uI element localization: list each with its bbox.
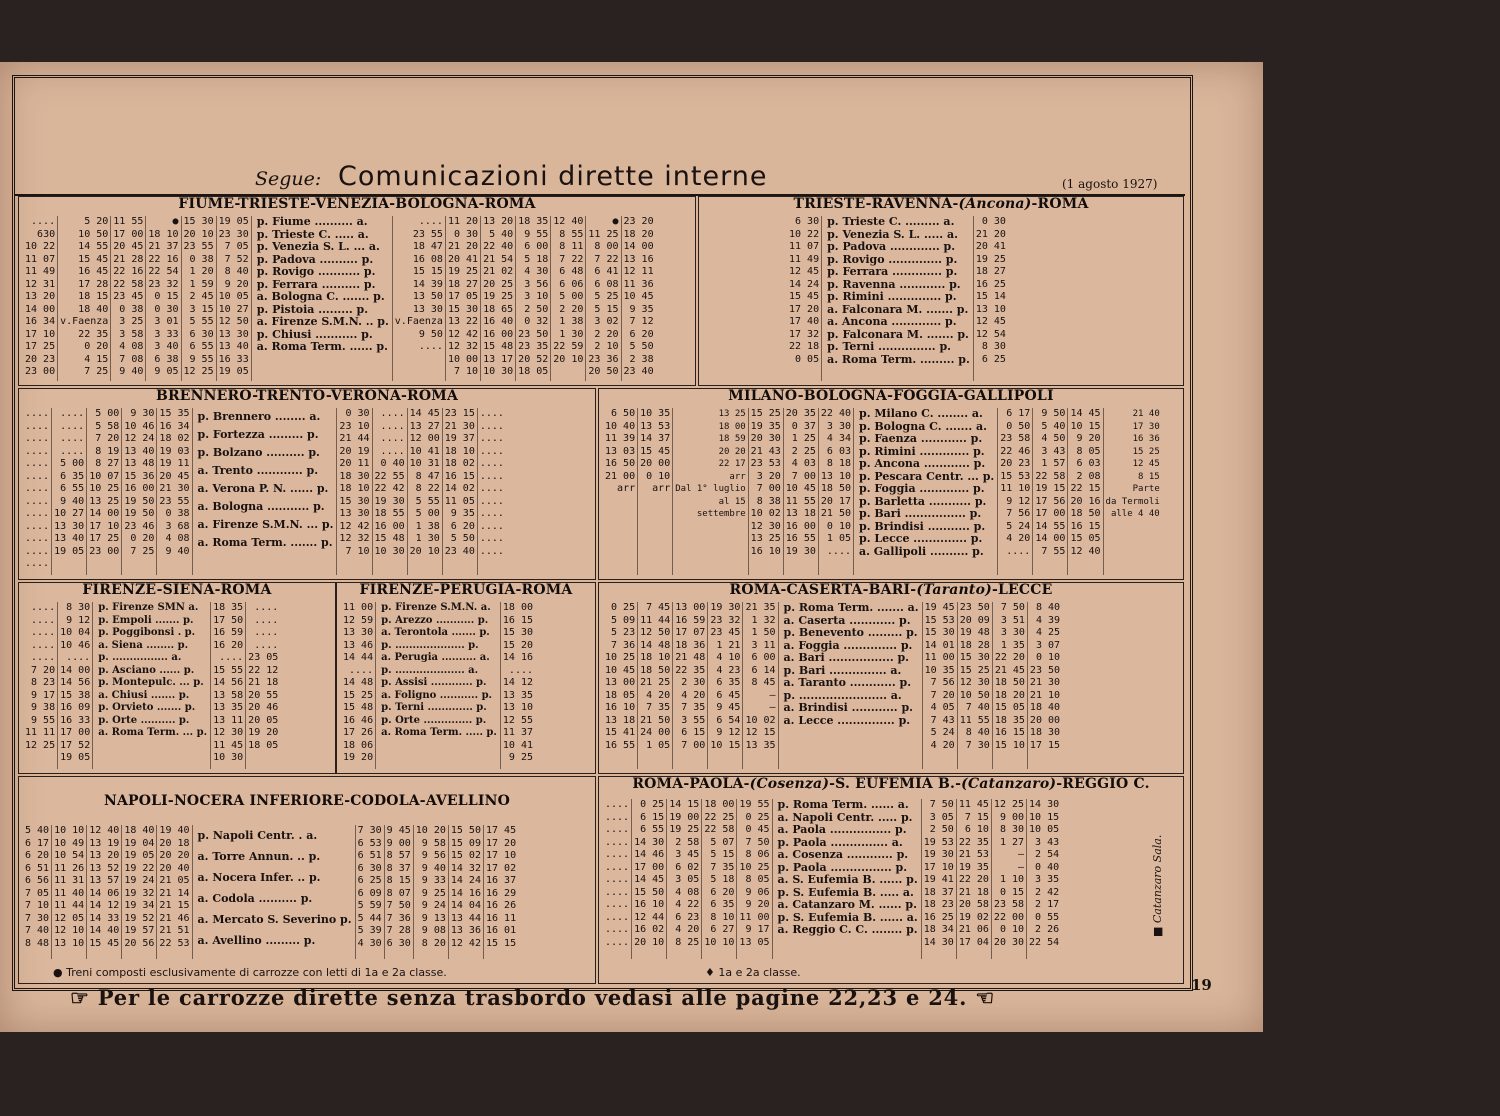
time-column: 12 40 13 19 13 20 13 52 13 57 14 06 14 12 14 33 14 40 15 45 [89,825,122,959]
time-column: 14 45 10 15 9 20 8 05 6 03 2 08 22 15 20 16 18 50 16 15 15 05 12 40 [1070,408,1103,575]
time-column: 8 30 9 12 10 04 10 46 .... 14 00 14 56 15 38 16 09 16 33 17 00 17 52 19 05 [60,602,93,769]
time-column: 20 35 0 37 1 25 2 25 4 03 7 00 10 45 11 55 13 18 16 00 16 55 19 30 [786,408,819,575]
section-title [599,776,1183,792]
section-title: FIRENZE-PERUGIA-ROMA [359,582,573,598]
time-column: 0 30 23 10 21 44 20 19 20 11 18 30 18 10 15 30 13 30 12 42 12 32 7 10 [339,408,372,575]
section-siena-roma [18,582,336,774]
section-body [605,408,1177,575]
footnote-sleeper: ● Treni composti esclusivamente di carrozze con letti di 1a e 2a classe. [53,966,447,979]
section-body [25,602,329,769]
time-column: 5 00 5 58 7 20 8 19 8 27 10 07 10 25 13 25 14 00 17 10 17 25 23 00 [89,408,122,575]
station-list: p. Trieste C. ......... a. p. Venezia S. L. ..... a. p. Padova ............. p. p. Rovigo .............. p. p. Ferrara ............. p. p. Ravenna ............ p. p. Rimini .............. p. a. Falconara M. ....... p. a. Ancona ............. p. p. Falconara M. ....... p. p. Terni ............... p. a. Roma Term. ......... p. [824,216,974,381]
time-column: 18 00 22 25 22 58 5 07 5 15 7 35 5 18 6 20 6 35 8 10 6 27 10 10 [704,799,737,959]
time-column: 23 15 21 30 19 37 18 10 18 02 16 15 14 02 11 05 9 35 6 20 5 50 23 40 [445,408,478,575]
title-italic: (Taranto) [916,582,992,598]
footnote-classes: ♦ 1a e 2a classe. [705,966,801,979]
title-italic: (Catanzaro) [961,776,1057,792]
time-column: 18 00 16 15 15 30 15 20 14 16 .... 14 12 13 35 13 10 12 55 11 37 10 41 9 25 [502,602,534,763]
section-trieste-roma [698,196,1184,386]
title-part: -ROMA [1031,196,1089,212]
section-title [599,582,1183,598]
time-column: 14 45 13 27 12 00 10 41 10 31 8 47 8 22 5 55 5 00 1 38 1 30 20 10 [410,408,443,575]
time-column: 13 25 18 00 18 59 20 20 22 17 arr Dal 1° luglio al 15 settembre [675,408,748,575]
time-column: 18 35 17 50 16 59 16 20 .... 15 55 14 56 13 58 13 35 13 11 12 30 11 45 10 30 [213,602,246,769]
section-body [605,602,1177,769]
time-column: 19 45 15 53 15 30 14 01 11 00 10 35 7 56 7 20 4 05 7 43 5 24 4 20 [925,602,958,769]
section-roma-reggio [598,776,1184,984]
date-note: (1 agosto 1927) [1062,177,1158,191]
time-column: 11 20 0 30 21 20 20 41 19 25 18 27 17 05 15 30 13 22 12 42 12 32 10 00 7 10 [448,216,481,381]
time-column: .... .... .... .... .... .... .... .... .... .... .... .... [479,408,504,557]
time-column: 10 10 10 49 10 54 11 26 11 31 11 40 11 44 12 05 12 10 13 10 [54,825,87,959]
time-column: 12 40 8 55 8 11 7 22 6 48 6 06 5 00 2 20 1 38 1 30 22 59 20 10 [553,216,586,381]
section-brennero-roma [18,388,596,580]
time-column: 14 15 19 00 19 25 2 58 3 45 6 02 3 05 4 08 4 22 6 23 4 20 8 25 [669,799,702,959]
title-italic: (Cosenza) [749,776,830,792]
time-column: 15 25 19 35 20 30 21 43 23 53 3 20 7 00 8 38 10 02 12 30 13 25 16 10 [751,408,784,575]
station-list: p. Napoli Centr. . a. a. Torre Annun. .. p. a. Nocera Infer. .. p. a. Codola .......... p. a. Mercato S. Severino p. a. Avellino ......... p. [195,825,356,959]
page-number: 19 [1191,976,1212,994]
section-title: BRENNERO-TRENTO-VERONA-ROMA [155,388,459,404]
banner-text: Per le carrozze dirette senza trasbordo vedasi alle pagine 22,23 e 24. [97,985,968,1010]
time-column: 12 25 9 00 8 30 1 27 — — 1 10 0 15 23 58 22 00 0 10 20 30 [994,799,1027,959]
time-column: 22 40 3 30 4 34 6 03 8 18 13 10 18 50 20 17 21 50 0 10 1 05 .... [821,408,854,575]
section-title [699,196,1183,212]
time-column: ● 11 25 8 00 7 22 6 41 6 08 5 25 5 15 3 02 2 20 2 10 23 36 20 50 [588,216,621,381]
time-column: 8 40 4 39 4 25 3 07 0 10 23 50 21 30 21 10 18 40 20 00 18 30 17 15 [1029,602,1061,751]
time-column: .... .... .... .... .... 7 20 8 23 9 17 9 38 9 55 11 11 12 25 [25,602,58,769]
time-column: 13 00 16 59 17 07 18 36 21 48 22 35 2 30 4 20 7 35 3 55 6 15 7 00 [675,602,708,769]
time-column: 0 30 21 20 20 41 19 25 18 27 16 25 15 14 13 10 12 45 12 54 8 30 6 25 [975,216,1006,365]
time-column: 14 30 10 15 10 05 3 43 2 54 0 40 3 35 2 42 2 17 0 55 2 26 22 54 [1029,799,1060,948]
side-note: ■ Catanzaro Sala. [1151,834,1164,937]
time-column: 23 20 18 20 14 00 13 16 12 11 11 36 10 45 9 35 7 12 6 20 5 50 2 38 23 40 [623,216,654,377]
time-column: 5 40 6 17 6 20 6 51 6 56 7 05 7 10 7 30 7 40 8 48 [25,825,52,959]
title-part: ROMA-PAOLA- [632,776,750,792]
footer-banner [70,985,1190,1010]
time-column: .... .... .... .... .... .... .... .... .... .... .... .... .... [25,408,52,575]
title-italic: (Ancona) [958,196,1032,212]
time-column: 6 50 10 40 11 39 13 03 16 50 21 00 arr [605,408,638,575]
time-column: 7 45 11 44 12 50 14 48 18 10 18 50 21 25 4 20 7 35 21 50 24 00 1 05 [640,602,673,769]
time-column: 0 25 6 15 6 55 14 30 14 46 17 00 14 45 15 50 16 10 12 44 16 02 20 10 [634,799,667,959]
section-title: MILANO-BOLOGNA-FOGGIA-GALLIPOLI [728,388,1054,404]
time-column: 21 40 17 30 16 36 15 25 12 45 8 15 Parte da Termoli alle 4 40 [1105,409,1160,519]
time-column: 19 40 20 18 20 20 20 40 21 05 21 14 21 15 21 46 21 51 22 53 [159,825,192,959]
section-napoli-avellino [18,776,596,984]
time-column: .... .... .... .... 5 00 6 35 6 55 9 40 10 27 13 30 13 40 19 05 [54,408,87,575]
title-part: -LECCE [991,582,1053,598]
section-body [25,216,689,381]
time-column: 15 30 20 10 23 55 0 38 1 20 1 59 2 45 3 15 5 55 6 30 6 55 9 55 12 25 [184,216,217,381]
time-column: 11 00 12 59 13 30 13 46 14 44 .... 14 48 15 25 15 48 16 46 17 26 18 06 19 20 [343,602,376,769]
time-column: 10 35 13 53 14 37 15 45 20 00 0 10 arr [640,408,673,575]
section-title: FIUME-TRIESTE-VENEZIA-BOLOGNA-ROMA [178,196,536,212]
time-column: .... .... .... .... 23 05 22 12 21 18 20 55 20 46 20 05 19 20 18 05 [248,602,279,751]
section-fiume-roma [18,196,696,386]
section-perugia-roma [336,582,596,774]
title-part: -S. EUFEMIA B.- [829,776,962,792]
time-column: 10 20 9 58 9 56 9 40 9 33 9 25 9 24 9 13 9 08 8 20 [416,825,449,959]
time-column: 18 35 9 55 6 00 5 18 4 30 3 56 3 10 2 50 0 32 23 50 23 35 20 52 18 05 [518,216,551,381]
time-column: 0 25 5 09 5 23 7 36 10 25 10 45 13 00 18 05 16 10 13 18 15 41 16 55 [605,602,638,769]
station-list: p. Fiume .......... a. p. Trieste C. ..... a. p. Venezia S. L. ... a. p. Padova .......... p. p. Rovigo ........... p. p. Ferrara .......... p. a. Bologna C. ....... p. p. Pistoia ......... p. a. Firenze S.M.N. .. p. p. Chiusi ........... p. a. Roma Term. ...... p. [254,216,393,381]
time-column: 9 50 5 40 4 50 3 43 1 57 22 58 19 15 17 56 17 00 14 55 14 00 7 55 [1035,408,1068,575]
station-list: p. Roma Term. ...... a. a. Napoli Centr. ..... p. a. Paola ................ p. p. Paola ............... a. a. Cosenza ............ p. p. Paola ................ p. a. S. Eufemia B. ...... p. p. S. Eufemia B. ..... a. a. Catanzaro M. ...... p. p. S. Eufemia B. ...... a. a. Reggio C. C. ........ p. [775,799,922,959]
time-column: 19 30 23 32 23 45 1 21 4 10 4 23 6 35 6 45 9 45 6 54 9 12 10 15 [710,602,743,769]
time-column: 6 30 10 22 11 07 11 49 12 45 14 24 15 45 17 20 17 40 17 32 22 18 0 05 [789,216,822,381]
time-column: 21 35 1 32 1 50 3 11 6 00 6 14 8 45 — — 10 02 12 15 13 35 [745,602,778,769]
section-body [25,408,589,575]
time-column: .... .... .... .... 0 40 22 55 22 42 19 30 18 55 16 00 15 48 10 30 [375,408,408,575]
time-column: .... 23 55 18 47 16 08 15 15 14 39 13 50 13 30 v.Faenza 9 50 .... [395,216,446,381]
segue-label: Segue: [255,168,322,190]
section-milano-gallipoli [598,388,1184,580]
time-column: 11 55 17 00 20 45 21 28 22 16 22 58 23 45 0 38 3 25 3 58 4 08 7 08 9 40 [113,216,146,381]
section-body [25,825,589,959]
section-body [605,799,1143,959]
title-part: -REGGIO C. [1056,776,1150,792]
time-column: .... .... .... .... .... .... .... .... .... .... .... .... [605,799,632,959]
page-title [255,161,767,192]
title-part: TRIESTE-RAVENNA- [793,196,959,212]
time-column: 9 30 10 46 12 24 13 40 13 48 15 36 16 00 19 50 19 50 23 46 0 20 7 25 [124,408,157,575]
section-title: NAPOLI-NOCERA INFERIORE-CODOLA-AVELLINO [103,793,511,809]
station-list: p. Roma Term. ....... a. a. Caserta ............ p. p. Benevento ......... p. a. Foggia .............. p. a. Bari ................. p. p. Bari ............... a. a. Taranto ............ p. p. ....................... a. a. Brindisi ............ p. a. Lecce ............... p. [781,602,923,769]
time-column: 19 05 23 30 7 05 7 52 8 40 9 20 10 05 10 27 12 50 13 30 13 40 16 33 19 05 [219,216,252,381]
time-column: ● 18 10 21 37 22 16 22 54 23 32 0 15 0 30 3 01 3 33 3 40 6 38 9 05 [148,216,181,381]
time-column: 17 45 17 20 17 10 17 02 16 37 16 29 16 26 16 11 16 01 15 15 [485,825,517,949]
time-column: 9 45 9 00 8 57 8 37 8 15 8 07 7 50 7 36 7 28 6 30 [387,825,414,959]
time-column: 11 45 7 15 6 10 22 35 21 53 19 35 22 20 21 18 20 58 19 02 21 06 17 04 [959,799,992,959]
section-roma-lecce [598,582,1184,774]
time-column: 23 50 20 09 19 48 18 28 15 30 15 25 12 30 10 50 7 40 11 55 8 40 7 30 [960,602,993,769]
station-list: p. Firenze S.M.N. a. p. Arezzo ........... p. a. Terontola ....... p. p. .................... p. a. Perugia .......... a. p. .................... a. p. Assisi ............ p. a. Foligno ........... p. p. Terni ............. p. p. Orte .............. p. a. Roma Term. ..... p. [378,602,501,769]
section-title: FIRENZE-SIENA-ROMA [82,582,272,598]
station-list: p. Brennero ........ a. p. Fortezza ......... p. p. Bolzano .......... p. a. Trento ............ p. a. Verona P. N. ...... p. a. Bologna ........... p. a. Firenze S.M.N. ... p. a. Roma Term. ....... p. [195,408,338,575]
section-body [789,216,1177,381]
time-column: 7 30 6 53 6 51 6 30 6 25 6 09 5 59 5 44 5 39 4 30 [358,825,385,959]
time-column: 5 20 10 50 14 55 15 45 16 45 17 28 18 15 18 40 v.Faenza 22 35 0 20 4 15 7 25 [60,216,111,381]
time-column: 7 50 3 51 3 30 1 35 22 20 21 45 18 50 18 20 15 05 18 35 16 15 15 10 [995,602,1028,769]
pointing-hand-icon: ☞ [70,985,90,1010]
section-body [343,602,589,769]
pointing-hand-icon: ☜ [975,985,995,1010]
time-column: 15 35 16 34 18 02 19 03 19 11 20 45 21 30 23 55 0 38 3 68 4 08 9 40 [159,408,192,575]
title-text: Comunicazioni dirette interne [338,161,768,192]
time-column: .... 630 10 22 11 07 11 49 12 31 13 20 14 00 16 34 17 10 17 25 20 23 23 00 [25,216,58,381]
station-list: p. Firenze SMN a. p. Empoli ....... p. p. Poggibonsi . p. a. Siena ........ p. p. ................ a. p. Asciano ...... p. p. Montepulc. ... p. a. Chiusi ....... p. p. Orvieto ....... p. p. Orte .......... p. a. Roma Term. ... p. [95,602,211,769]
time-column: 19 55 0 25 0 45 7 50 8 06 10 25 8 05 9 06 9 20 11 00 9 17 13 05 [739,799,772,959]
station-list: p. Milano C. ........ a. p. Bologna C. ....... a. p. Faenza ............ p. p. Rimini ............. p. p. Ancona ............ p. p. Pescara Centr. ... p. p. Foggia ............. p. p. Barletta ........... p. p. Bari ................ p. p. Brindisi ........... p. p. Lecce .............. p. a. Gallipoli .......... p. [856,408,998,575]
title-part: ROMA-CASERTA-BARI- [729,582,917,598]
time-column: 18 40 19 04 19 05 19 22 19 24 19 32 19 34 19 52 19 57 20 56 [124,825,157,959]
time-column: 13 20 5 40 22 40 21 54 21 02 20 25 19 25 18 65 16 40 16 00 15 48 13 17 10 30 [483,216,516,381]
time-column: 7 50 3 05 2 50 19 53 19 30 17 10 19 41 18 37 18 23 16 25 18 34 14 30 [924,799,957,959]
time-column: 15 50 15 09 15 02 14 32 14 24 14 16 14 04 13 44 13 36 12 42 [451,825,484,959]
time-column: 6 17 0 50 23 58 22 46 20 23 15 53 11 10 9 12 7 56 5 24 4 20 .... [1000,408,1033,575]
